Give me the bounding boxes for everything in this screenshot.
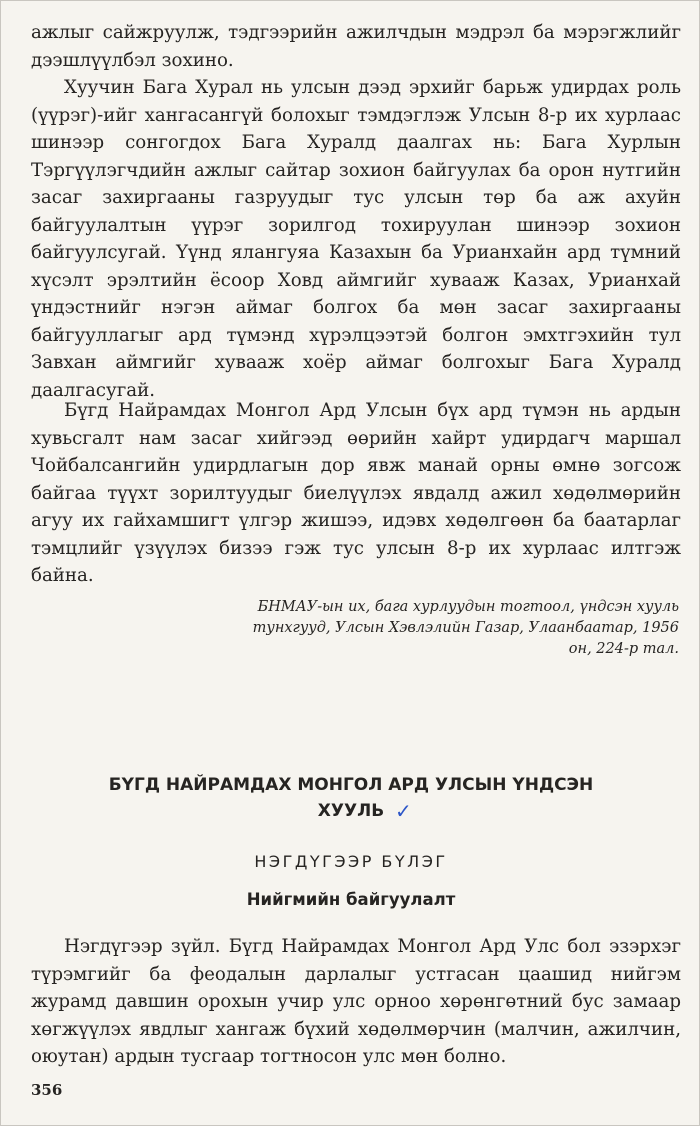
paragraph-conclusion: Бүгд Найрамдах Монгол Ард Улсын бүх ард түмэн нь ардын хувьсгалт нам засаг хийгээд өөрийн хайрт удирдагч маршал Чойбалсангийн удирдлагын дор явж манай орны өмнө зогсож байгаа түүхт зорилтуудыг биелүүлэх явдалд ажил хөдөлмөрийн агуу их гайхамшигт үлгэр жишээ, идэвх хөдөлгөөн ба баатарлаг тэмцлийг үзүүлэх бизээ гэж тус улсын 8-р их хурлаас илтгэж байна. [31,400,681,586]
chapter-heading: НЭГДҮГЭЭР БҮЛЭГ [254,852,448,871]
source-citation: БНМАУ-ын их, бага хурлуудын тогтоол, үндсэн хууль тунхгууд, Улсын Хэвлэлийн Газар, Улаанбаатар, 1956 он, 224-р тал. [252,599,679,657]
paragraph-continuation: ажлыг сайжруулж, тэдгээрийн ажилчдын мэдрэл ба мэрэгжлийг дээшлүүлбэл зохино. [31,22,681,71]
constitution-title: БҮГД НАЙРАМДАХ МОНГОЛ АРД УЛСЫН ҮНДСЭН ХУУЛЬ [108,775,594,821]
section-heading: Нийгмийн байгуулалт [246,890,456,909]
paragraph-bага-хурал: Хуучин Бага Хурал нь улсын дээд эрхийг барьж удирдах роль (үүрэг)-ийг хангасангүй болохыг тэмдэглэж Улсын 8-р их хурлаас шинээр сонгогдох Бага Хуралд даалгах нь: Бага Хурлын Тэргүүлэгчдийн ажлыг сайтар зохион байгуулах ба орон нутгийн засаг захиргааны газруудыг тус улсын төр ба аж ахуйн байгуулалтын үүрэг зорилгод тохируулан шинээр зохион байгуулсугай. Үүнд ялангуяа Казахын ба Урианхайн ард түмний хүсэлт эрэлтийн ёсоор Ховд аймгийг хувааж Казах, Урианхай үндэстнийг нэгэн аймаг болгох ба мөн засаг захиргааны байгууллагыг ард түмэнд хүрэлцээтэй болгон эмхтгэхийн тул Завхан аймгийг хувааж хоёр аймаг болгохыг Бага Хуралд даалгасугай. [31,77,681,401]
check-mark-icon: ✓ [395,799,412,823]
article-one-paragraph: Нэгдүгээр зүйл. Бүгд Найрамдах Монгол Ард Улс бол эзэрхэг түрэмгийг ба феодалын дарлалыг устгасан цаашид нийгэм журамд давшин орохын учир улс орноо хөрөнгөтний бус замаар хөгжүүлэх явдлыг хангаж бүхий хөдөлмөрчин (малчин, ажилчин, оюутан) ардын тусгаар тогтносон улс мөн болно. [31,936,681,1067]
page-number: 356 [31,1081,63,1099]
